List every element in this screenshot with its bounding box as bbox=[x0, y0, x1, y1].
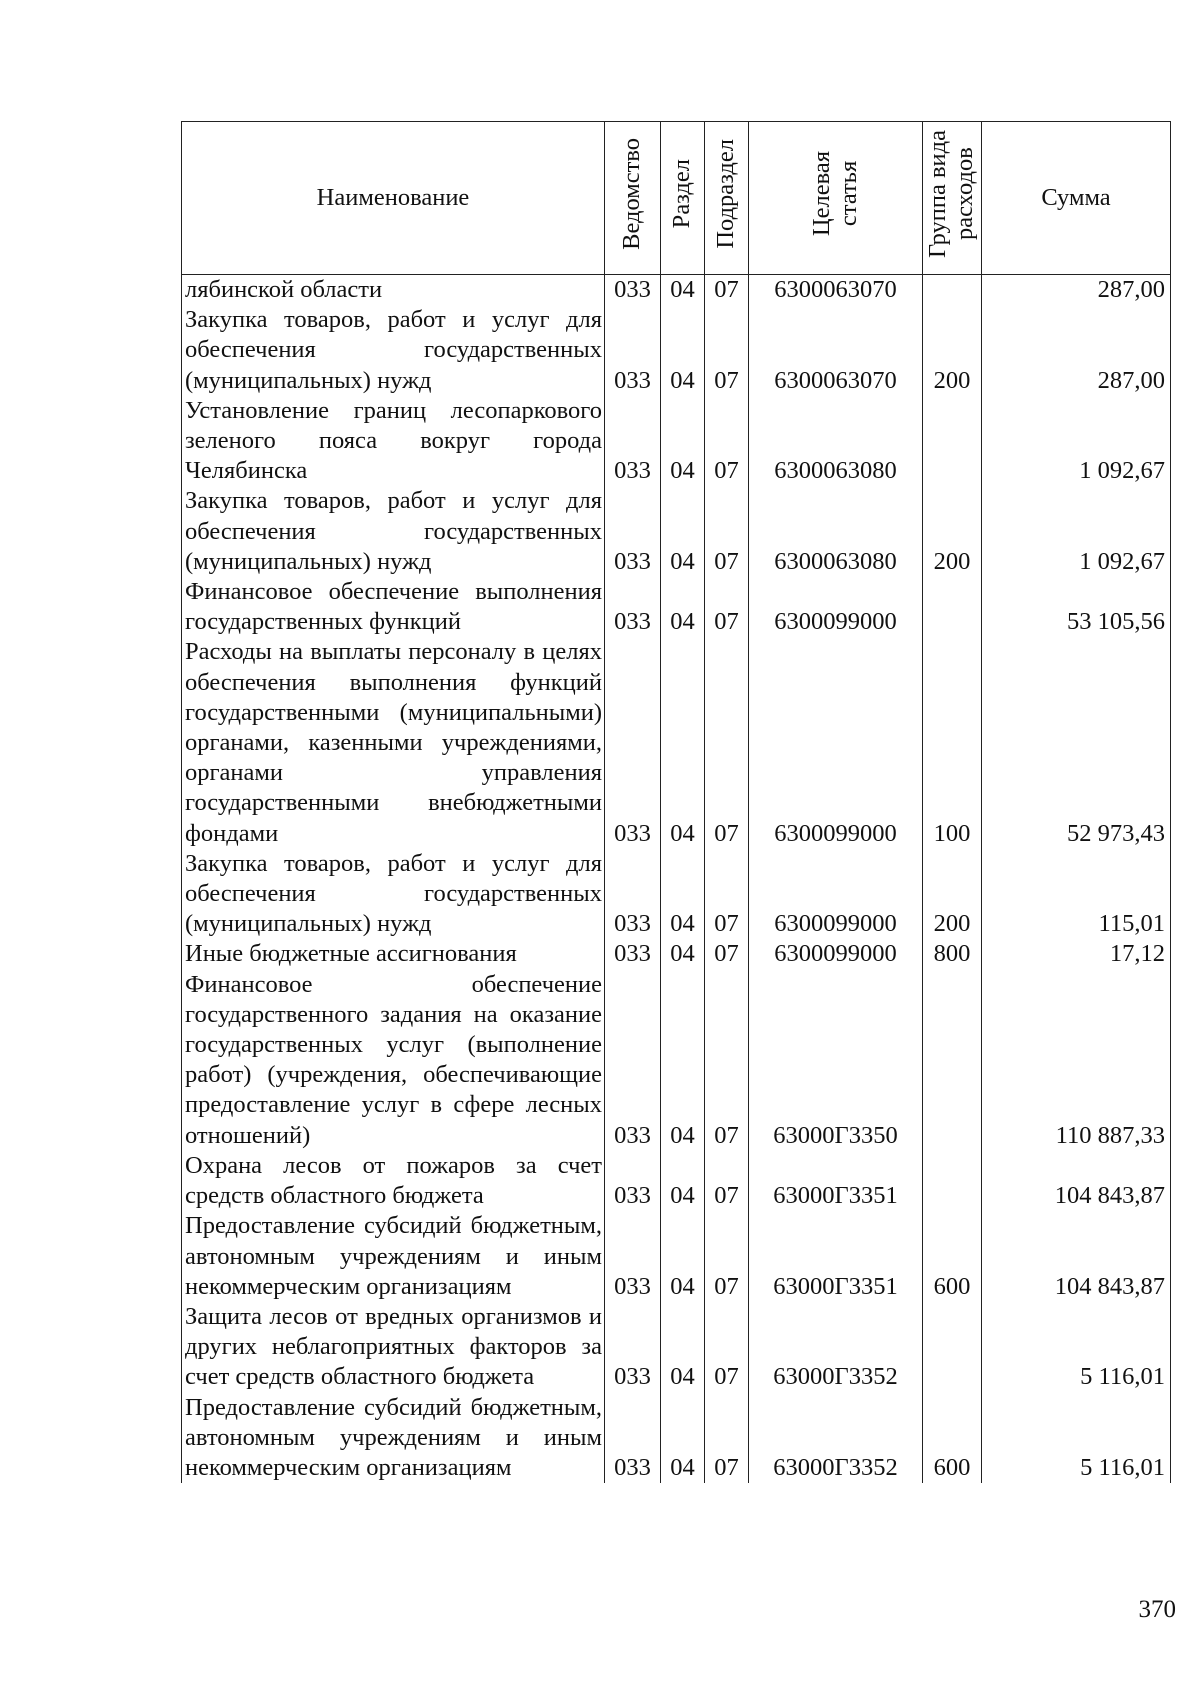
row-expense-group: 800 bbox=[923, 939, 982, 969]
row-department: 033 bbox=[605, 1151, 661, 1211]
header-subsection: Подраздел bbox=[705, 122, 749, 275]
row-subsection: 07 bbox=[705, 1151, 749, 1211]
row-expense-group bbox=[923, 396, 982, 487]
table-row bbox=[182, 275, 1171, 306]
row-department: 033 bbox=[605, 305, 661, 396]
row-target-article: 6300063080 bbox=[749, 396, 923, 487]
row-section: 04 bbox=[661, 970, 705, 1151]
row-department: 033 bbox=[605, 1302, 661, 1393]
table-row bbox=[182, 1393, 1171, 1484]
row-expense-group bbox=[923, 577, 982, 637]
row-subsection: 07 bbox=[705, 577, 749, 637]
header-target-article: Целевая статья bbox=[749, 122, 923, 275]
row-target-article: 63000Г3352 bbox=[749, 1393, 923, 1484]
table-row bbox=[182, 1211, 1171, 1302]
row-section: 04 bbox=[661, 1393, 705, 1484]
row-sum: 53 105,56 bbox=[982, 577, 1171, 637]
row-sum: 1 092,67 bbox=[982, 396, 1171, 487]
row-section: 04 bbox=[661, 305, 705, 396]
header-section: Раздел bbox=[661, 122, 705, 275]
row-subsection: 07 bbox=[705, 1211, 749, 1302]
row-sum: 104 843,87 bbox=[982, 1151, 1171, 1211]
table-row bbox=[182, 939, 1171, 969]
row-name: Финансовое обеспечение государственного задания на оказание государственных услуг (выполнение работ) (учреждения, обеспечивающие предоставление услуг в сфере лесных отношений) bbox=[182, 970, 605, 1151]
row-subsection: 07 bbox=[705, 486, 749, 577]
row-subsection: 07 bbox=[705, 849, 749, 940]
row-name: Закупка товаров, работ и услуг для обеспечения государственных (муниципальных) нужд bbox=[182, 305, 605, 396]
row-target-article: 63000Г3350 bbox=[749, 970, 923, 1151]
row-department: 033 bbox=[605, 396, 661, 487]
row-target-article: 6300063070 bbox=[749, 305, 923, 396]
row-subsection: 07 bbox=[705, 939, 749, 969]
row-department: 033 bbox=[605, 849, 661, 940]
row-name: Защита лесов от вредных организмов и других неблагоприятных факторов за счет средств областного бюджета bbox=[182, 1302, 605, 1393]
row-department: 033 bbox=[605, 1393, 661, 1484]
row-sum: 104 843,87 bbox=[982, 1211, 1171, 1302]
row-target-article: 63000Г3351 bbox=[749, 1151, 923, 1211]
row-expense-group: 600 bbox=[923, 1393, 982, 1484]
row-subsection: 07 bbox=[705, 396, 749, 487]
header-department: Ведомство bbox=[605, 122, 661, 275]
row-sum: 5 116,01 bbox=[982, 1302, 1171, 1393]
row-section: 04 bbox=[661, 637, 705, 848]
header-expense-group: Группа вида расходов bbox=[923, 122, 982, 275]
table-row bbox=[182, 396, 1171, 487]
row-section: 04 bbox=[661, 849, 705, 940]
row-name: Закупка товаров, работ и услуг для обеспечения государственных (муниципальных) нужд bbox=[182, 486, 605, 577]
row-name: лябинской области bbox=[182, 275, 605, 306]
row-name: Предоставление субсидий бюджетным, автономным учреждениям и иным некоммерческим организациям bbox=[182, 1211, 605, 1302]
row-subsection: 07 bbox=[705, 275, 749, 306]
row-section: 04 bbox=[661, 1211, 705, 1302]
row-subsection: 07 bbox=[705, 637, 749, 848]
row-section: 04 bbox=[661, 577, 705, 637]
table-row bbox=[182, 577, 1171, 637]
row-name: Расходы на выплаты персоналу в целях обеспечения выполнения функций государственными (муниципальными) органами, казенными учреждениями, органами управления государственными внебюджетными фондами bbox=[182, 637, 605, 848]
row-sum: 17,12 bbox=[982, 939, 1171, 969]
row-expense-group bbox=[923, 275, 982, 306]
row-section: 04 bbox=[661, 396, 705, 487]
row-target-article: 6300063080 bbox=[749, 486, 923, 577]
row-subsection: 07 bbox=[705, 305, 749, 396]
table-row bbox=[182, 305, 1171, 396]
row-sum: 5 116,01 bbox=[982, 1393, 1171, 1484]
row-section: 04 bbox=[661, 1151, 705, 1211]
table-row bbox=[182, 637, 1171, 848]
table-row bbox=[182, 1151, 1171, 1211]
row-expense-group bbox=[923, 970, 982, 1151]
row-target-article: 6300099000 bbox=[749, 939, 923, 969]
table-row bbox=[182, 970, 1171, 1151]
row-department: 033 bbox=[605, 486, 661, 577]
row-expense-group: 200 bbox=[923, 486, 982, 577]
row-department: 033 bbox=[605, 577, 661, 637]
header-row bbox=[182, 122, 1171, 275]
table-row bbox=[182, 486, 1171, 577]
row-name: Охрана лесов от пожаров за счет средств областного бюджета bbox=[182, 1151, 605, 1211]
row-expense-group bbox=[923, 1302, 982, 1393]
row-section: 04 bbox=[661, 275, 705, 306]
budget-table bbox=[181, 121, 1171, 1483]
row-department: 033 bbox=[605, 939, 661, 969]
row-target-article: 6300063070 bbox=[749, 275, 923, 306]
row-expense-group bbox=[923, 1151, 982, 1211]
row-expense-group: 200 bbox=[923, 849, 982, 940]
row-department: 033 bbox=[605, 637, 661, 848]
table-row bbox=[182, 1302, 1171, 1393]
row-section: 04 bbox=[661, 486, 705, 577]
row-name: Финансовое обеспечение выполнения государственных функций bbox=[182, 577, 605, 637]
header-sum: Сумма bbox=[982, 122, 1171, 275]
row-department: 033 bbox=[605, 1211, 661, 1302]
row-target-article: 6300099000 bbox=[749, 849, 923, 940]
row-sum: 115,01 bbox=[982, 849, 1171, 940]
row-target-article: 63000Г3351 bbox=[749, 1211, 923, 1302]
row-target-article: 63000Г3352 bbox=[749, 1302, 923, 1393]
row-subsection: 07 bbox=[705, 1393, 749, 1484]
row-department: 033 bbox=[605, 275, 661, 306]
row-subsection: 07 bbox=[705, 970, 749, 1151]
row-subsection: 07 bbox=[705, 1302, 749, 1393]
row-name: Иные бюджетные ассигнования bbox=[182, 939, 605, 969]
row-department: 033 bbox=[605, 970, 661, 1151]
row-name: Предоставление субсидий бюджетным, автономным учреждениям и иным некоммерческим организациям bbox=[182, 1393, 605, 1484]
row-sum: 110 887,33 bbox=[982, 970, 1171, 1151]
table-row bbox=[182, 849, 1171, 940]
row-section: 04 bbox=[661, 1302, 705, 1393]
row-sum: 52 973,43 bbox=[982, 637, 1171, 848]
row-sum: 287,00 bbox=[982, 275, 1171, 306]
page-number: 370 bbox=[1138, 1596, 1176, 1623]
row-sum: 1 092,67 bbox=[982, 486, 1171, 577]
row-name: Закупка товаров, работ и услуг для обеспечения государственных (муниципальных) нужд bbox=[182, 849, 605, 940]
row-target-article: 6300099000 bbox=[749, 637, 923, 848]
row-sum: 287,00 bbox=[982, 305, 1171, 396]
row-expense-group: 100 bbox=[923, 637, 982, 848]
row-target-article: 6300099000 bbox=[749, 577, 923, 637]
row-expense-group: 600 bbox=[923, 1211, 982, 1302]
row-name: Установление границ лесопаркового зеленого пояса вокруг города Челябинска bbox=[182, 396, 605, 487]
header-name: Наименование bbox=[182, 122, 605, 275]
row-expense-group: 200 bbox=[923, 305, 982, 396]
row-section: 04 bbox=[661, 939, 705, 969]
